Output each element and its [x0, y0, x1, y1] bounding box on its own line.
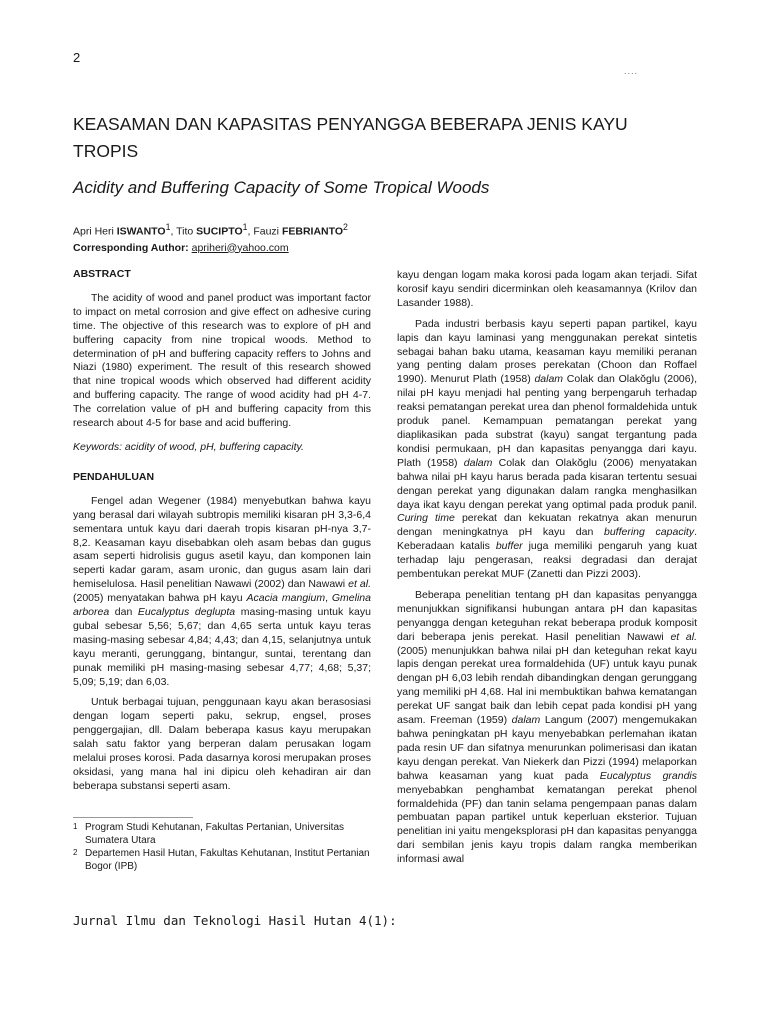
intro-paragraph-1: Fengel adan Wegener (1984) menyebutkan bahwa kayu yang berasal dari wilayah subtropis memiliki kisaran pH 3,3-6,4 sementara untuk kayu dari daerah tropis kisaran pH-nya 3,7-8,2. Keasaman kayu disebabkan oleh asam bebas dan gugus asam seperti hidrolisis gugus asetil kayu, dan komponen lain seperti kadar garam, asam uronic, dan gugus asam lain dari hemiselulosa. Hasil penelitian Nawawi (2002) dan Nawawi et al. (2005) menyatakan bahwa pH kayu Acacia mangium, Gmelina arborea dan Eucalyptus deglupta masing-masing untuk kayu gubal sebesar 5,56; 5,67; dan 4,65 serta untuk kayu teras masing-masing sebesar 4,84; 4,43; dan 4,15, selanjutnya untuk kayu meranti, gerunggang, bintangur, suntai, terentang dan punak memiliki pH masing-masing sebesar 4,77; 4,68; 5,37; 5,09; 5,19; dan 6,03. [73, 494, 371, 688]
intro-heading: PENDAHULUAN [73, 470, 155, 483]
abstract-text: The acidity of wood and panel product was important factor to impact on metal corrosion and give effect on adhesive curing time. The objective of this research was to explore of pH and buffering capacity from nine tropical woods. Method to determination of pH and buffering capacity reffers to Johns and Niazi (1980) experiment. The result of this research showed that nine tropical woods which observed had different acidity and buffering capacity. The range of wood acidity had pH 4-7. The correlation value of pH and buffering capacity from this research about 4-5 for base and acid buffering. [73, 291, 371, 430]
intro-paragraph-2: Untuk berbagai tujuan, penggunaan kayu akan berasosiasi dengan logam seperti paku, sekrup, engsel, proses penggergajian, dll. Dalam beberapa kasus kayu merupakan salah satu faktor yang berperan dalam perusakan logam melalui proses korosi. Pada dasarnya korosi merupakan proses oksidasi, yang mana hal ini dipicu oleh kehadiran air dan beberapa substansi seperti asam. [73, 696, 371, 792]
header-dots: .... [624, 66, 639, 76]
author-3-given: , Fauzi [247, 225, 282, 238]
author-1-given: Apri Heri [73, 225, 117, 238]
footnote-1: 1 Program Studi Kehutanan, Fakultas Pertanian, Universitas Sumatera Utara [73, 822, 345, 846]
right-paragraph-2: Pada industri berbasis kayu seperti papan partikel, kayu lapis dan kayu laminasi yang menggunakan perekat sintetis sebagai bahan baku utama, keasaman kayu memiliki peranan yang penting dalam proses perekatan (Choon dan Roffael 1990). Menurut Plath (1958) dalam Colak dan Olakŏglu (2006), nilai pH kayu menjadi hal penting yang berpengaruh terhadap reaksi pematangan perekat urea dan phenol formaldehida untuk produk panel. Kemampuan pematangan perekat yang diaplikasikan pada substrat (kayu) sangat tergantung pada kondisi permukaan, pH dan kapasitas penyangga dari kayu. Plath (1958) dalam Colak dan Olakŏglu (2006) menyatakan bahwa nilai pH kayu harus berada pada kisaran tertentu sesuai dengan perekat yang digunakan dalam rangka menghasilkan daya ikat kayu dengan perekat yang optimal pada produk panil. Curing time perekat dan kekuatan rekatnya akan menurun dengan meningkatnya pH kayu dan buffering capacity. Keberadaan katalis buffer juga memiliki pengaruh yang kuat terhadap laju pengerasan, reaksi degradasi dan derajat pembentukan perekat MUF (Zanetti dan Pizzi 2003). [397, 317, 698, 581]
corresponding-line [73, 240, 693, 256]
keywords: Keywords: acidity of wood, pH, buffering capacity. [73, 440, 304, 453]
author-email-link[interactable]: apriheri@yahoo.com [191, 241, 289, 254]
right-column [397, 269, 697, 874]
author-2-given: , Tito [170, 225, 197, 238]
paper-subtitle: Acidity and Buffering Capacity of Some Tropical Woods [73, 178, 490, 197]
author-3-affiliation-mark: 2 [343, 222, 348, 232]
paper-title: KEASAMAN DAN KAPASITAS PENYANGGA BEBERAPA JENIS KAYU TROPIS [73, 114, 628, 161]
author-block [73, 219, 693, 256]
footnote-2: 2 Departemen Hasil Hutan, Fakultas Kehutanan, Institut Pertanian Bogor (IPB) [73, 848, 370, 872]
right-paragraph-3: Beberapa penelitian tentang pH dan kapasitas penyangga menunjukkan signifikansi hubungan antara pH dan kapasitas penyangga dengan keteguhan rekat beberapa produk komposit dari beberapa jenis perekat. Hasil penelitian Nawawi et al. (2005) menunjukkan bahwa nilai pH dan keteguhan rekat kayu lapis dengan perekat urea formaldehida (UF) untuk kayu punak dengan pH 6,03 lebih rendah dibandingkan dengan gerunggang yang memiliki pH 4,68. Hal ini membuktikan bahwa kematangan perekat UF sangat baik dan lebih cepat pada kondisi pH yang asam. Freeman (1959) dalam Langum (2007) mengemukakan bahwa peningkatan pH kayu menyebabkan perlemahan ikatan pada resin UF dan sifatnya menurunkan polimerisasi dan ikatan kayu dengan perekat. Van Niekerk dan Pizzi (1994) melaporkan bahwa keasaman yang kuat pada Eucalyptus grandis menyebabkan penghambat kematangan perekat phenol formaldehida (PF) dan tanin selama pengempaan panas dalam pembuatan papan partikel untuk keperluan eksterior. Tujuan penelitian ini yaitu mengeksplorasi pH dan kapasitas penyangga dari sembilan jenis kayu tropis dalam rangka memberikan informasi awal [397, 588, 698, 866]
left-column [73, 268, 371, 801]
author-2-family: SUCIPTO [196, 225, 243, 238]
author-line [73, 219, 693, 240]
author-2-affiliation-mark: 1 [242, 222, 248, 232]
right-paragraph-1: kayu dengan logam maka korosi pada logam akan terjadi. Sifat korosif kayu sendiri dicerminkan oleh keasamannya (Krilov dan Lasander 1988). [397, 269, 697, 309]
footnotes [73, 821, 371, 873]
footnote-divider [73, 817, 193, 818]
page-number: 2 [73, 50, 81, 65]
author-3-family: FEBRIANTO [281, 225, 343, 238]
abstract-heading: ABSTRACT [73, 268, 131, 280]
author-1-family: ISWANTO [116, 225, 166, 238]
corresponding-label: Corresponding Author: [73, 241, 189, 254]
author-1-affiliation-mark: 1 [165, 222, 171, 232]
journal-footer: Jurnal Ilmu dan Teknologi Hasil Hutan 4(1): [73, 913, 397, 928]
